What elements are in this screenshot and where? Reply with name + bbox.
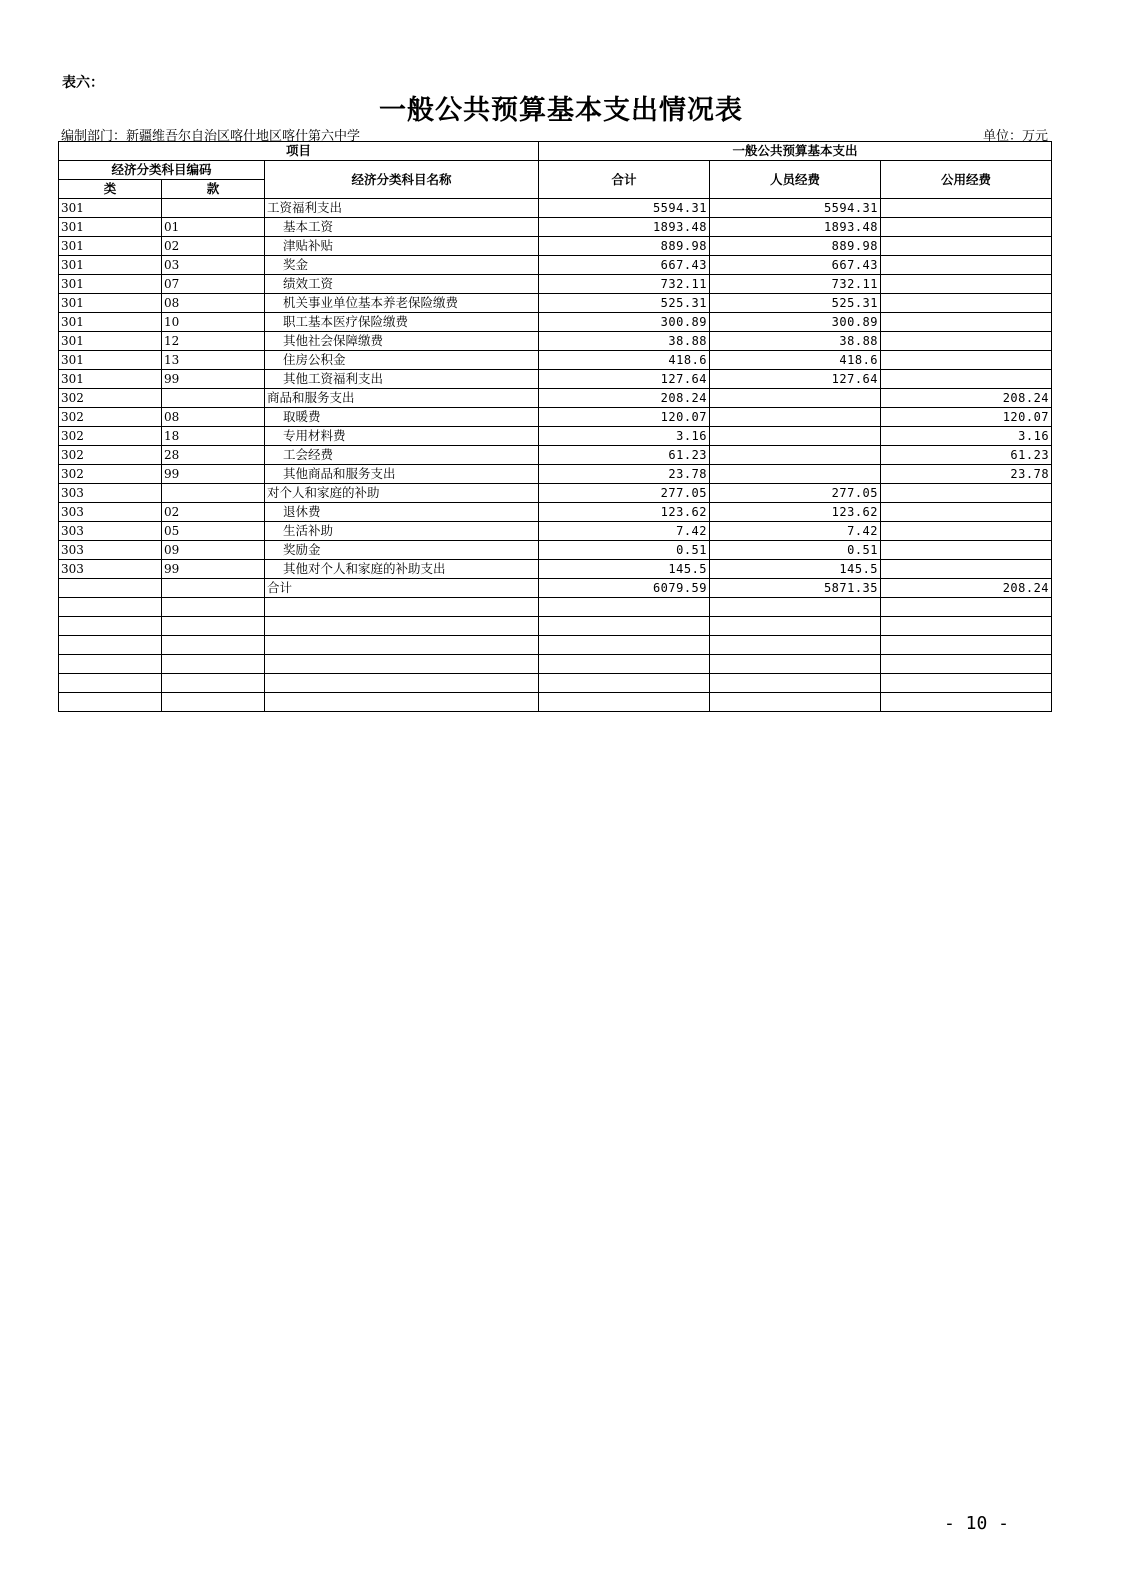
- header-econ-code: 经济分类科目编码: [59, 161, 265, 180]
- table-row: [59, 446, 1052, 465]
- cell-personnel: 127.64: [710, 370, 881, 389]
- cell-econ-name: 其他社会保障缴费: [265, 332, 539, 351]
- cell-econ-name: 机关事业单位基本养老保险缴费: [265, 294, 539, 313]
- cell-section: [162, 693, 265, 712]
- header-class: 类: [59, 180, 162, 199]
- page-number: - 10 -: [944, 1513, 1010, 1534]
- cell-total: 0.51: [539, 541, 710, 560]
- cell-class: 302: [59, 389, 162, 408]
- cell-class: [59, 693, 162, 712]
- cell-class: 301: [59, 313, 162, 332]
- cell-econ-name: [265, 693, 539, 712]
- cell-class: [59, 636, 162, 655]
- cell-public: [881, 655, 1052, 674]
- table-row: [59, 484, 1052, 503]
- cell-econ-name: 退休费: [265, 503, 539, 522]
- cell-total: 120.07: [539, 408, 710, 427]
- cell-public: 3.16: [881, 427, 1052, 446]
- cell-personnel: [710, 408, 881, 427]
- cell-personnel: [710, 636, 881, 655]
- cell-section: 01: [162, 218, 265, 237]
- cell-public: [881, 598, 1052, 617]
- cell-public: 23.78: [881, 465, 1052, 484]
- cell-econ-name: 奖金: [265, 256, 539, 275]
- cell-econ-name: [265, 674, 539, 693]
- cell-class: [59, 579, 162, 598]
- table-row: [59, 560, 1052, 579]
- cell-econ-name: 其他商品和服务支出: [265, 465, 539, 484]
- cell-public: [881, 503, 1052, 522]
- cell-econ-name: 奖励金: [265, 541, 539, 560]
- table-row: [59, 655, 1052, 674]
- table-row: [59, 218, 1052, 237]
- cell-public: [881, 370, 1052, 389]
- cell-total: 3.16: [539, 427, 710, 446]
- cell-total: 38.88: [539, 332, 710, 351]
- table-row: [59, 370, 1052, 389]
- cell-section: [162, 598, 265, 617]
- cell-section: [162, 636, 265, 655]
- cell-personnel: [710, 389, 881, 408]
- cell-class: 301: [59, 218, 162, 237]
- cell-personnel: [710, 617, 881, 636]
- cell-total: 889.98: [539, 237, 710, 256]
- cell-personnel: 1893.48: [710, 218, 881, 237]
- cell-total: 23.78: [539, 465, 710, 484]
- cell-econ-name: 其他对个人和家庭的补助支出: [265, 560, 539, 579]
- cell-personnel: 667.43: [710, 256, 881, 275]
- cell-class: [59, 655, 162, 674]
- header-personnel: 人员经费: [710, 161, 881, 199]
- cell-personnel: 889.98: [710, 237, 881, 256]
- cell-total: [539, 617, 710, 636]
- cell-total: 145.5: [539, 560, 710, 579]
- cell-section: 12: [162, 332, 265, 351]
- table-row: [59, 294, 1052, 313]
- cell-class: 301: [59, 332, 162, 351]
- cell-total: 667.43: [539, 256, 710, 275]
- cell-section: 08: [162, 408, 265, 427]
- cell-personnel: 418.6: [710, 351, 881, 370]
- cell-total: 1893.48: [539, 218, 710, 237]
- cell-section: 99: [162, 370, 265, 389]
- cell-econ-name: 对个人和家庭的补助: [265, 484, 539, 503]
- cell-public: [881, 674, 1052, 693]
- cell-total: 418.6: [539, 351, 710, 370]
- cell-econ-name: 生活补助: [265, 522, 539, 541]
- cell-total: 123.62: [539, 503, 710, 522]
- cell-personnel: 0.51: [710, 541, 881, 560]
- cell-econ-name: 住房公积金: [265, 351, 539, 370]
- cell-class: [59, 674, 162, 693]
- cell-section: 18: [162, 427, 265, 446]
- cell-section: [162, 579, 265, 598]
- cell-class: 302: [59, 427, 162, 446]
- cell-public: [881, 484, 1052, 503]
- cell-public: [881, 332, 1052, 351]
- cell-total: 61.23: [539, 446, 710, 465]
- table-row: [59, 275, 1052, 294]
- cell-section: 28: [162, 446, 265, 465]
- cell-econ-name: 其他工资福利支出: [265, 370, 539, 389]
- cell-personnel: [710, 446, 881, 465]
- cell-class: 303: [59, 503, 162, 522]
- cell-econ-name: 商品和服务支出: [265, 389, 539, 408]
- cell-class: 301: [59, 256, 162, 275]
- cell-total: 208.24: [539, 389, 710, 408]
- cell-public: 120.07: [881, 408, 1052, 427]
- cell-econ-name: 绩效工资: [265, 275, 539, 294]
- header-row-2: [59, 161, 1052, 180]
- header-econ-name: 经济分类科目名称: [265, 161, 539, 199]
- cell-section: [162, 655, 265, 674]
- cell-total: 277.05: [539, 484, 710, 503]
- table-row: [59, 427, 1052, 446]
- cell-econ-name: [265, 617, 539, 636]
- cell-section: [162, 617, 265, 636]
- cell-econ-name: [265, 636, 539, 655]
- cell-public: [881, 275, 1052, 294]
- cell-section: [162, 199, 265, 218]
- cell-public: [881, 294, 1052, 313]
- unit-label: 单位：万元: [982, 129, 1048, 144]
- cell-personnel: 5871.35: [710, 579, 881, 598]
- table-row: [59, 389, 1052, 408]
- table-row: [59, 408, 1052, 427]
- cell-class: [59, 598, 162, 617]
- cell-class: 302: [59, 446, 162, 465]
- cell-total: [539, 636, 710, 655]
- cell-public: [881, 541, 1052, 560]
- cell-total: 5594.31: [539, 199, 710, 218]
- cell-total: 525.31: [539, 294, 710, 313]
- cell-section: 05: [162, 522, 265, 541]
- cell-personnel: 145.5: [710, 560, 881, 579]
- cell-econ-name: [265, 655, 539, 674]
- cell-personnel: 38.88: [710, 332, 881, 351]
- table-row: [59, 693, 1052, 712]
- cell-econ-name: 工资福利支出: [265, 199, 539, 218]
- cell-total: [539, 674, 710, 693]
- cell-total: 127.64: [539, 370, 710, 389]
- cell-public: [881, 617, 1052, 636]
- cell-section: 02: [162, 503, 265, 522]
- cell-personnel: [710, 598, 881, 617]
- cell-total: [539, 693, 710, 712]
- table-row: [59, 674, 1052, 693]
- table-row: [59, 465, 1052, 484]
- table-body: [59, 199, 1052, 712]
- budget-table: [58, 141, 1052, 712]
- cell-class: 302: [59, 465, 162, 484]
- cell-total: 732.11: [539, 275, 710, 294]
- cell-class: 301: [59, 275, 162, 294]
- cell-econ-name: 取暖费: [265, 408, 539, 427]
- cell-econ-name: 基本工资: [265, 218, 539, 237]
- cell-public: [881, 256, 1052, 275]
- cell-public: [881, 560, 1052, 579]
- header-total: 合计: [539, 161, 710, 199]
- cell-total: [539, 655, 710, 674]
- cell-class: 301: [59, 370, 162, 389]
- cell-section: 09: [162, 541, 265, 560]
- cell-personnel: 300.89: [710, 313, 881, 332]
- cell-section: 08: [162, 294, 265, 313]
- table-row: [59, 256, 1052, 275]
- department-label: 编制部门：新疆维吾尔自治区喀什地区喀什第六中学: [61, 129, 361, 144]
- table-label: 表六：: [62, 75, 104, 91]
- cell-total: 7.42: [539, 522, 710, 541]
- cell-public: [881, 237, 1052, 256]
- page-title: 一般公共预算基本支出情况表: [379, 95, 743, 126]
- cell-class: 301: [59, 294, 162, 313]
- cell-personnel: [710, 465, 881, 484]
- cell-econ-name: 专用材料费: [265, 427, 539, 446]
- table-row: [59, 636, 1052, 655]
- cell-public: [881, 636, 1052, 655]
- table-row: [59, 541, 1052, 560]
- table-row: [59, 332, 1052, 351]
- cell-class: 303: [59, 541, 162, 560]
- header-budget: 一般公共预算基本支出: [539, 142, 1052, 161]
- cell-total: 6079.59: [539, 579, 710, 598]
- cell-public: [881, 218, 1052, 237]
- cell-section: 07: [162, 275, 265, 294]
- cell-class: 303: [59, 560, 162, 579]
- cell-personnel: 525.31: [710, 294, 881, 313]
- table-row: [59, 617, 1052, 636]
- cell-section: 99: [162, 465, 265, 484]
- cell-econ-name: 职工基本医疗保险缴费: [265, 313, 539, 332]
- cell-class: 301: [59, 351, 162, 370]
- cell-personnel: 7.42: [710, 522, 881, 541]
- cell-econ-name: [265, 598, 539, 617]
- table-row: [59, 313, 1052, 332]
- cell-public: 208.24: [881, 389, 1052, 408]
- cell-section: 03: [162, 256, 265, 275]
- table-row: [59, 522, 1052, 541]
- table-row: [59, 237, 1052, 256]
- cell-section: 02: [162, 237, 265, 256]
- cell-section: 10: [162, 313, 265, 332]
- cell-class: 303: [59, 484, 162, 503]
- cell-public: 208.24: [881, 579, 1052, 598]
- cell-personnel: 732.11: [710, 275, 881, 294]
- header-public: 公用经费: [881, 161, 1052, 199]
- cell-class: 301: [59, 199, 162, 218]
- cell-class: 301: [59, 237, 162, 256]
- cell-section: [162, 674, 265, 693]
- cell-econ-name: 津贴补贴: [265, 237, 539, 256]
- cell-econ-name: 合计: [265, 579, 539, 598]
- cell-section: [162, 484, 265, 503]
- cell-public: 61.23: [881, 446, 1052, 465]
- table-row: [59, 598, 1052, 617]
- table-row: [59, 579, 1052, 598]
- cell-personnel: [710, 674, 881, 693]
- cell-personnel: [710, 693, 881, 712]
- cell-personnel: [710, 655, 881, 674]
- cell-section: 99: [162, 560, 265, 579]
- table-row: [59, 199, 1052, 218]
- cell-public: [881, 693, 1052, 712]
- cell-section: 13: [162, 351, 265, 370]
- cell-personnel: 277.05: [710, 484, 881, 503]
- cell-personnel: 5594.31: [710, 199, 881, 218]
- cell-personnel: 123.62: [710, 503, 881, 522]
- header-item: 项目: [59, 142, 539, 161]
- cell-public: [881, 522, 1052, 541]
- cell-class: 303: [59, 522, 162, 541]
- header-row-1: [59, 142, 1052, 161]
- table-row: [59, 503, 1052, 522]
- cell-econ-name: 工会经费: [265, 446, 539, 465]
- cell-public: [881, 351, 1052, 370]
- cell-class: [59, 617, 162, 636]
- cell-public: [881, 199, 1052, 218]
- cell-total: [539, 598, 710, 617]
- cell-section: [162, 389, 265, 408]
- header-section: 款: [162, 180, 265, 199]
- table-row: [59, 351, 1052, 370]
- cell-total: 300.89: [539, 313, 710, 332]
- cell-public: [881, 313, 1052, 332]
- cell-personnel: [710, 427, 881, 446]
- cell-class: 302: [59, 408, 162, 427]
